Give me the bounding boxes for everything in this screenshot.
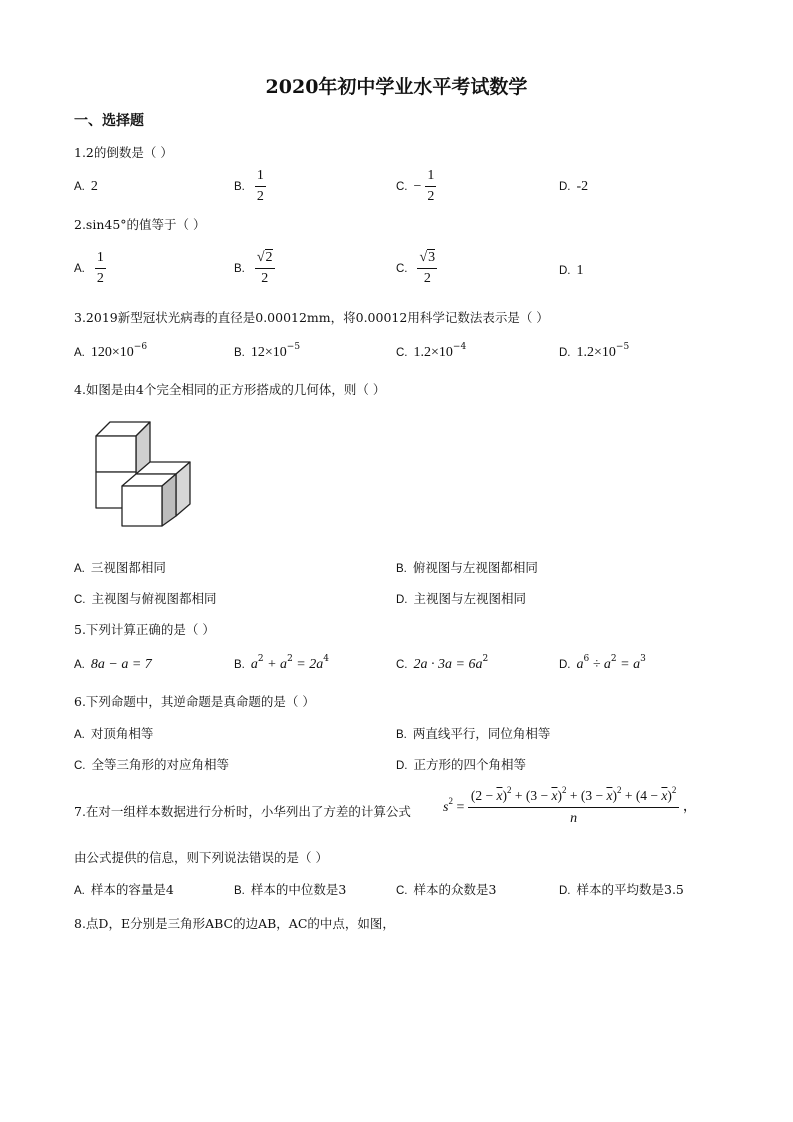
option-value: 12×10 <box>250 345 287 360</box>
option-label: D. <box>559 347 571 359</box>
formula-lhs: s <box>443 799 449 815</box>
q5-option-b[interactable] <box>234 656 329 673</box>
option-label: B. <box>396 729 407 741</box>
q1-option-c[interactable] <box>396 168 436 205</box>
exponent: 2 <box>482 654 489 664</box>
exponent: −5 <box>286 342 301 352</box>
q2-option-b[interactable] <box>234 250 275 287</box>
formula-fraction <box>468 785 680 827</box>
option-label: B. <box>234 263 245 275</box>
question-6-stem: 6.下列命题中，其逆命题是真命题的是（ ） <box>74 694 315 709</box>
q2-option-a[interactable] <box>74 250 106 287</box>
option-label: C. <box>396 263 408 275</box>
option-label: B. <box>234 885 245 897</box>
exponent: 4 <box>323 654 329 664</box>
term: + a <box>263 657 288 672</box>
q4-option-d[interactable] <box>396 589 526 607</box>
exponent: 3 <box>640 654 646 664</box>
q6-option-d[interactable] <box>396 755 526 773</box>
option-label: D. <box>396 594 408 606</box>
variance-formula <box>443 785 697 827</box>
formula-denominator: n <box>570 811 578 826</box>
option-label: C. <box>396 885 408 897</box>
term: a <box>250 657 258 672</box>
sqrt-2: √2 <box>256 250 273 265</box>
fraction: $\frac{1}{2}$ <box>427 168 435 204</box>
option-label: A. <box>74 563 85 575</box>
q3-option-c[interactable] <box>396 344 466 361</box>
q4-option-a[interactable] <box>74 558 166 576</box>
q3-option-a[interactable] <box>74 344 147 361</box>
exponent: 2 <box>610 654 617 664</box>
fraction: $\frac{1}{2}$ <box>96 250 104 286</box>
equals-sign: = <box>452 799 465 815</box>
option-label: A. <box>74 347 85 359</box>
q2-option-c[interactable] <box>396 250 437 287</box>
term: ÷ a <box>589 657 611 672</box>
q7-option-d[interactable] <box>559 880 684 898</box>
question-2-stem: 2.sin45°的值等于（ ） <box>74 217 206 232</box>
option-value: 1 <box>576 263 584 278</box>
formula-numerator: $(2 - \overline{x})^2 + (3 - \overline{x})^2 + (3 - \overline{x})^2 + (4 - \overline{x})^2$ <box>470 785 677 803</box>
option-label: A. <box>74 659 85 671</box>
question-3-stem: 3.2019新型冠状光病毒的直径是0.00012mm，将0.00012用科学记数法表示是（ ） <box>74 310 549 325</box>
option-label: D. <box>559 659 571 671</box>
question-7-stem: 7.在对一组样本数据进行分析时，小华列出了方差的计算公式 <box>74 804 411 819</box>
q7-option-a[interactable] <box>74 880 174 898</box>
option-label: D. <box>559 181 571 193</box>
term: = 2a <box>292 657 324 672</box>
sqrt-3: √3 <box>419 250 436 265</box>
exponent: 2 <box>287 654 293 664</box>
q6-option-a[interactable] <box>74 724 153 742</box>
option-label: A. <box>74 729 85 741</box>
minus-sign: − <box>413 179 422 194</box>
term: = a <box>616 657 641 672</box>
q7-option-b[interactable] <box>234 880 346 898</box>
option-value: 1.2×10 <box>413 345 453 360</box>
q1-option-b[interactable] <box>234 168 266 205</box>
question-5-stem: 5.下列计算正确的是（ ） <box>74 622 215 637</box>
option-label: A. <box>74 181 85 193</box>
front-cube-front <box>122 486 162 526</box>
option-value: 正方形的四个角相等 <box>413 757 527 772</box>
option-label: C. <box>74 594 86 606</box>
q5-option-d[interactable] <box>559 656 646 673</box>
option-value: 样本的中位数是3 <box>250 882 347 897</box>
option-value: 样本的容量是4 <box>90 882 174 897</box>
fraction: $\frac{1}{2}$ <box>256 168 264 204</box>
option-value: 全等三角形的对应角相等 <box>91 757 230 772</box>
term: a <box>576 657 584 672</box>
option-label: B. <box>234 181 245 193</box>
q7-option-c[interactable] <box>396 880 496 898</box>
question-4-stem: 4.如图是由4个完全相同的正方形搭成的几何体，则（ ） <box>74 382 386 397</box>
q2-option-d[interactable] <box>559 262 584 279</box>
question-8-stem: 8.点D，E分别是三角形ABC的边AB，AC的中点，如图， <box>74 916 395 931</box>
q4-option-c[interactable] <box>74 589 217 607</box>
option-value: 主视图与左视图相同 <box>413 591 527 606</box>
option-value: 样本的平均数是3.5 <box>576 882 684 897</box>
option-label: B. <box>396 563 407 575</box>
option-label: D. <box>559 265 571 277</box>
option-value: 8a − a = 7 <box>90 657 152 672</box>
q4-option-b[interactable] <box>396 558 538 576</box>
option-label: A. <box>74 885 85 897</box>
section-heading: 一、选择题 <box>74 113 144 129</box>
q6-option-b[interactable] <box>396 724 550 742</box>
option-label: B. <box>234 659 245 671</box>
fraction: $\frac{√2}{2}$ <box>256 250 273 286</box>
q5-option-a[interactable] <box>74 656 152 673</box>
q3-option-b[interactable] <box>234 344 300 361</box>
q1-option-d[interactable] <box>559 178 588 195</box>
exponent: 2 <box>448 795 453 806</box>
option-value: 两直线平行，同位角相等 <box>412 726 551 741</box>
exponent: 6 <box>583 654 590 664</box>
option-label: D. <box>559 885 571 897</box>
option-label: A. <box>74 263 85 275</box>
q5-option-c[interactable] <box>396 656 488 673</box>
option-label: D. <box>396 760 408 772</box>
page-title: 2020年初中学业水平考试数学 <box>265 76 528 98</box>
cube-figure <box>92 420 196 528</box>
punctuation: ， <box>682 799 697 815</box>
option-label: C. <box>396 181 408 193</box>
exponent: −5 <box>615 342 630 352</box>
q3-option-d[interactable] <box>559 344 629 361</box>
option-value: 样本的众数是3 <box>413 882 497 897</box>
option-label: C. <box>74 760 86 772</box>
top-cube-front <box>96 436 136 472</box>
exponent: 2 <box>257 654 264 664</box>
question-7-stem-2: 由公式提供的信息，则下列说法错误的是（ ） <box>74 850 328 865</box>
option-value: 1.2×10 <box>576 345 616 360</box>
option-value: 2 <box>90 179 98 194</box>
option-label: C. <box>396 659 408 671</box>
option-value: 120×10 <box>90 345 134 360</box>
option-label: C. <box>396 347 408 359</box>
option-label: B. <box>234 347 245 359</box>
option-value: -2 <box>576 179 589 194</box>
option-value: 主视图与俯视图都相同 <box>91 591 217 606</box>
fraction: $\frac{√3}{2}$ <box>419 250 436 286</box>
option-value: 俯视图与左视图都相同 <box>412 560 538 575</box>
option-value: 三视图都相同 <box>90 560 166 575</box>
q6-option-c[interactable] <box>74 755 229 773</box>
option-value: 对顶角相等 <box>90 726 154 741</box>
term: 2a · 3a = 6a <box>413 657 483 672</box>
exponent: −4 <box>452 342 467 352</box>
exponent: −6 <box>133 342 148 352</box>
q1-option-a[interactable] <box>74 178 98 195</box>
question-1-stem: 1.2的倒数是（ ） <box>74 145 173 160</box>
